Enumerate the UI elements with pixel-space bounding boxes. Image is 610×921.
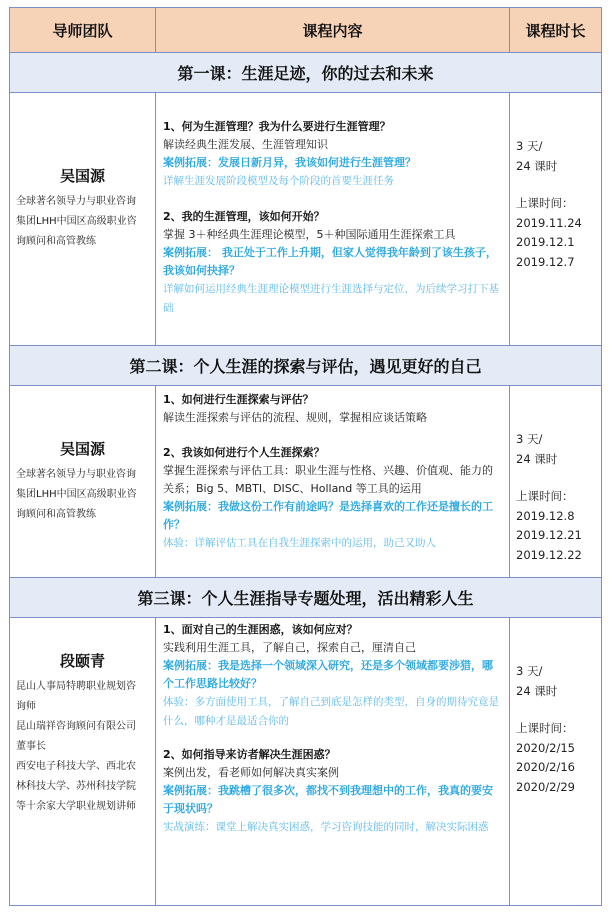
duration-days: 3 天/ <box>516 664 543 678</box>
teacher-desc-line: 全球著名领导力与职业咨询 <box>16 196 136 207</box>
section-desc: 实践利用生涯工具，了解自己，探索自己，厘清自己 <box>163 641 416 654</box>
section-desc: 掌握生涯探索与评估工具：职业生涯与性格、兴趣、价值观、能力的关系；Big 5、MBTI、DISC、Holland 等工具的运用 <box>163 464 493 495</box>
lesson-title: 第一课：生涯足迹，你的过去和未来 <box>10 53 602 93</box>
teacher-desc-line: 询顾问和高管教练 <box>16 509 96 520</box>
duration-hours: 24 课时 <box>516 683 558 698</box>
section-desc: 解读生涯探索与评估的流程、规则，掌握相应谈话策略 <box>163 411 427 424</box>
content-section <box>163 620 502 731</box>
section-note: 体验：详解评估工具在自我生涯探索中的运用，助己又助人 <box>163 537 436 549</box>
content-cell <box>156 93 510 346</box>
duration-cell <box>510 618 602 906</box>
schedule-date: 2019.12.8 <box>516 508 575 523</box>
teacher-desc-line: 昆山人事局特聘职业规划咨 <box>16 681 136 692</box>
teacher-desc <box>16 465 149 525</box>
section-case: 案例拓展：发展日新月异，我该如何进行生涯管理？ <box>163 156 416 169</box>
schedule-date: 2019.12.1 <box>516 235 575 249</box>
content-section <box>163 443 502 553</box>
section-note: 详解如何运用经典生涯理论模型进行生涯选择与定位，为后续学习打下基础 <box>163 283 499 314</box>
schedule-date: 2020/2/15 <box>516 740 575 755</box>
lesson-title-row <box>10 346 602 386</box>
lesson-row <box>10 618 602 906</box>
teacher-desc-line: 西安电子科技大学、西北农 <box>16 761 136 772</box>
section-desc: 案例出发，看老师如何解决真实案例 <box>163 766 339 779</box>
section-case: 案例拓展：我做这份工作有前途吗？是选择喜欢的工作还是擅长的工作？ <box>163 500 493 531</box>
content-cell <box>156 386 510 578</box>
header-duration: 课程时长 <box>510 8 602 53</box>
teacher-desc <box>16 677 149 817</box>
header-teacher: 导师团队 <box>10 8 156 53</box>
teacher-desc-line: 询顾问和高管教练 <box>16 236 96 247</box>
duration-hours: 24 课时 <box>516 158 558 173</box>
lesson-title-row <box>10 53 602 93</box>
section-note: 实战演练：课堂上解决真实困惑，学习咨询技能的同时，解决实际困惑 <box>163 821 489 833</box>
content-section <box>163 207 502 318</box>
teacher-desc-line: 全球著名领导力与职业咨询 <box>16 469 136 480</box>
teacher-desc <box>16 192 149 252</box>
section-desc: 解读经典生涯发展、生涯管理知识 <box>163 138 328 151</box>
section-case: 案例拓展： 我正处于工作上升期，但家人觉得我年龄到了该生孩子，我该如何抉择？ <box>163 246 497 277</box>
schedule-date: 2019.11.24 <box>516 215 582 230</box>
schedule-date: 2020/2/16 <box>516 760 575 774</box>
schedule-label: 上课时间： <box>516 196 574 210</box>
duration-hours: 24 课时 <box>516 451 558 466</box>
section-case: 案例拓展：我跳槽了很多次，都找不到我理想中的工作，我真的要安于现状吗？ <box>163 784 493 815</box>
teacher-desc-line: 等十余家大学职业规划讲师 <box>16 801 136 812</box>
section-desc: 掌握 3＋种经典生涯理论模型，5＋种国际通用生涯探索工具 <box>163 228 456 241</box>
section-question: 2、我的生涯管理，该如何开始？ <box>163 210 325 223</box>
schedule-date: 2019.12.22 <box>516 547 582 562</box>
lesson-row <box>10 386 602 578</box>
section-question: 1、何为生涯管理？我为什么要进行生涯管理？ <box>163 120 391 133</box>
duration-days: 3 天/ <box>516 432 543 446</box>
schedule-date: 2019.12.21 <box>516 528 582 542</box>
teacher-cell <box>10 618 156 906</box>
duration-cell <box>510 386 602 578</box>
section-case: 案例拓展：我是选择一个领域深入研究，还是多个领域都要涉猎，哪个工作思路比较好？ <box>163 659 493 690</box>
teacher-cell <box>10 93 156 346</box>
section-question: 2、如何指导来访者解决生涯困惑？ <box>163 748 336 761</box>
teacher-desc-line: 昆山瑞祥咨询顾问有限公司 <box>16 721 136 732</box>
teacher-cell <box>10 386 156 578</box>
teacher-desc-line: 林科技大学、苏州科技学院 <box>16 781 136 792</box>
schedule-date: 2019.12.7 <box>516 254 575 269</box>
teacher-desc-line: 询师 <box>16 701 36 712</box>
schedule-label: 上课时间： <box>516 489 574 503</box>
section-question: 2、我该如何进行个人生涯探索？ <box>163 446 325 459</box>
section-question: 1、如何进行生涯探索与评估？ <box>163 393 314 406</box>
section-note: 体验：多方面使用工具，了解自己到底是怎样的类型，自身的期待究竟是什么，哪种才是最适合你的 <box>163 696 499 727</box>
content-section <box>163 390 502 427</box>
lesson-row <box>10 93 602 346</box>
schedule-label: 上课时间： <box>516 721 574 735</box>
schedule-date: 2020/2/29 <box>516 779 575 794</box>
section-note: 详解生涯发展阶段模型及每个阶段的首要生涯任务 <box>163 175 394 187</box>
duration-days: 3 天/ <box>516 139 543 153</box>
teacher-desc-line: 董事长 <box>16 741 46 752</box>
teacher-name: 吴国源 <box>59 167 105 185</box>
course-table <box>9 7 602 906</box>
lesson-title: 第二课：个人生涯的探索与评估，遇见更好的自己 <box>10 346 602 386</box>
teacher-desc-line: 集团LHH中国区高级职业咨 <box>16 216 137 227</box>
section-question: 1、面对自己的生涯困惑，该如何应对？ <box>163 623 358 636</box>
duration-cell <box>510 93 602 346</box>
content-section <box>163 117 502 191</box>
teacher-name: 段颐青 <box>59 652 105 670</box>
teacher-name: 吴国源 <box>59 440 105 458</box>
header-row <box>10 8 602 53</box>
header-content: 课程内容 <box>156 8 510 53</box>
content-section <box>163 745 502 837</box>
content-cell <box>156 618 510 906</box>
lesson-title: 第三课：个人生涯指导专题处理，活出精彩人生 <box>10 578 602 618</box>
teacher-desc-line: 集团LHH中国区高级职业咨 <box>16 489 137 500</box>
lesson-title-row <box>10 578 602 618</box>
